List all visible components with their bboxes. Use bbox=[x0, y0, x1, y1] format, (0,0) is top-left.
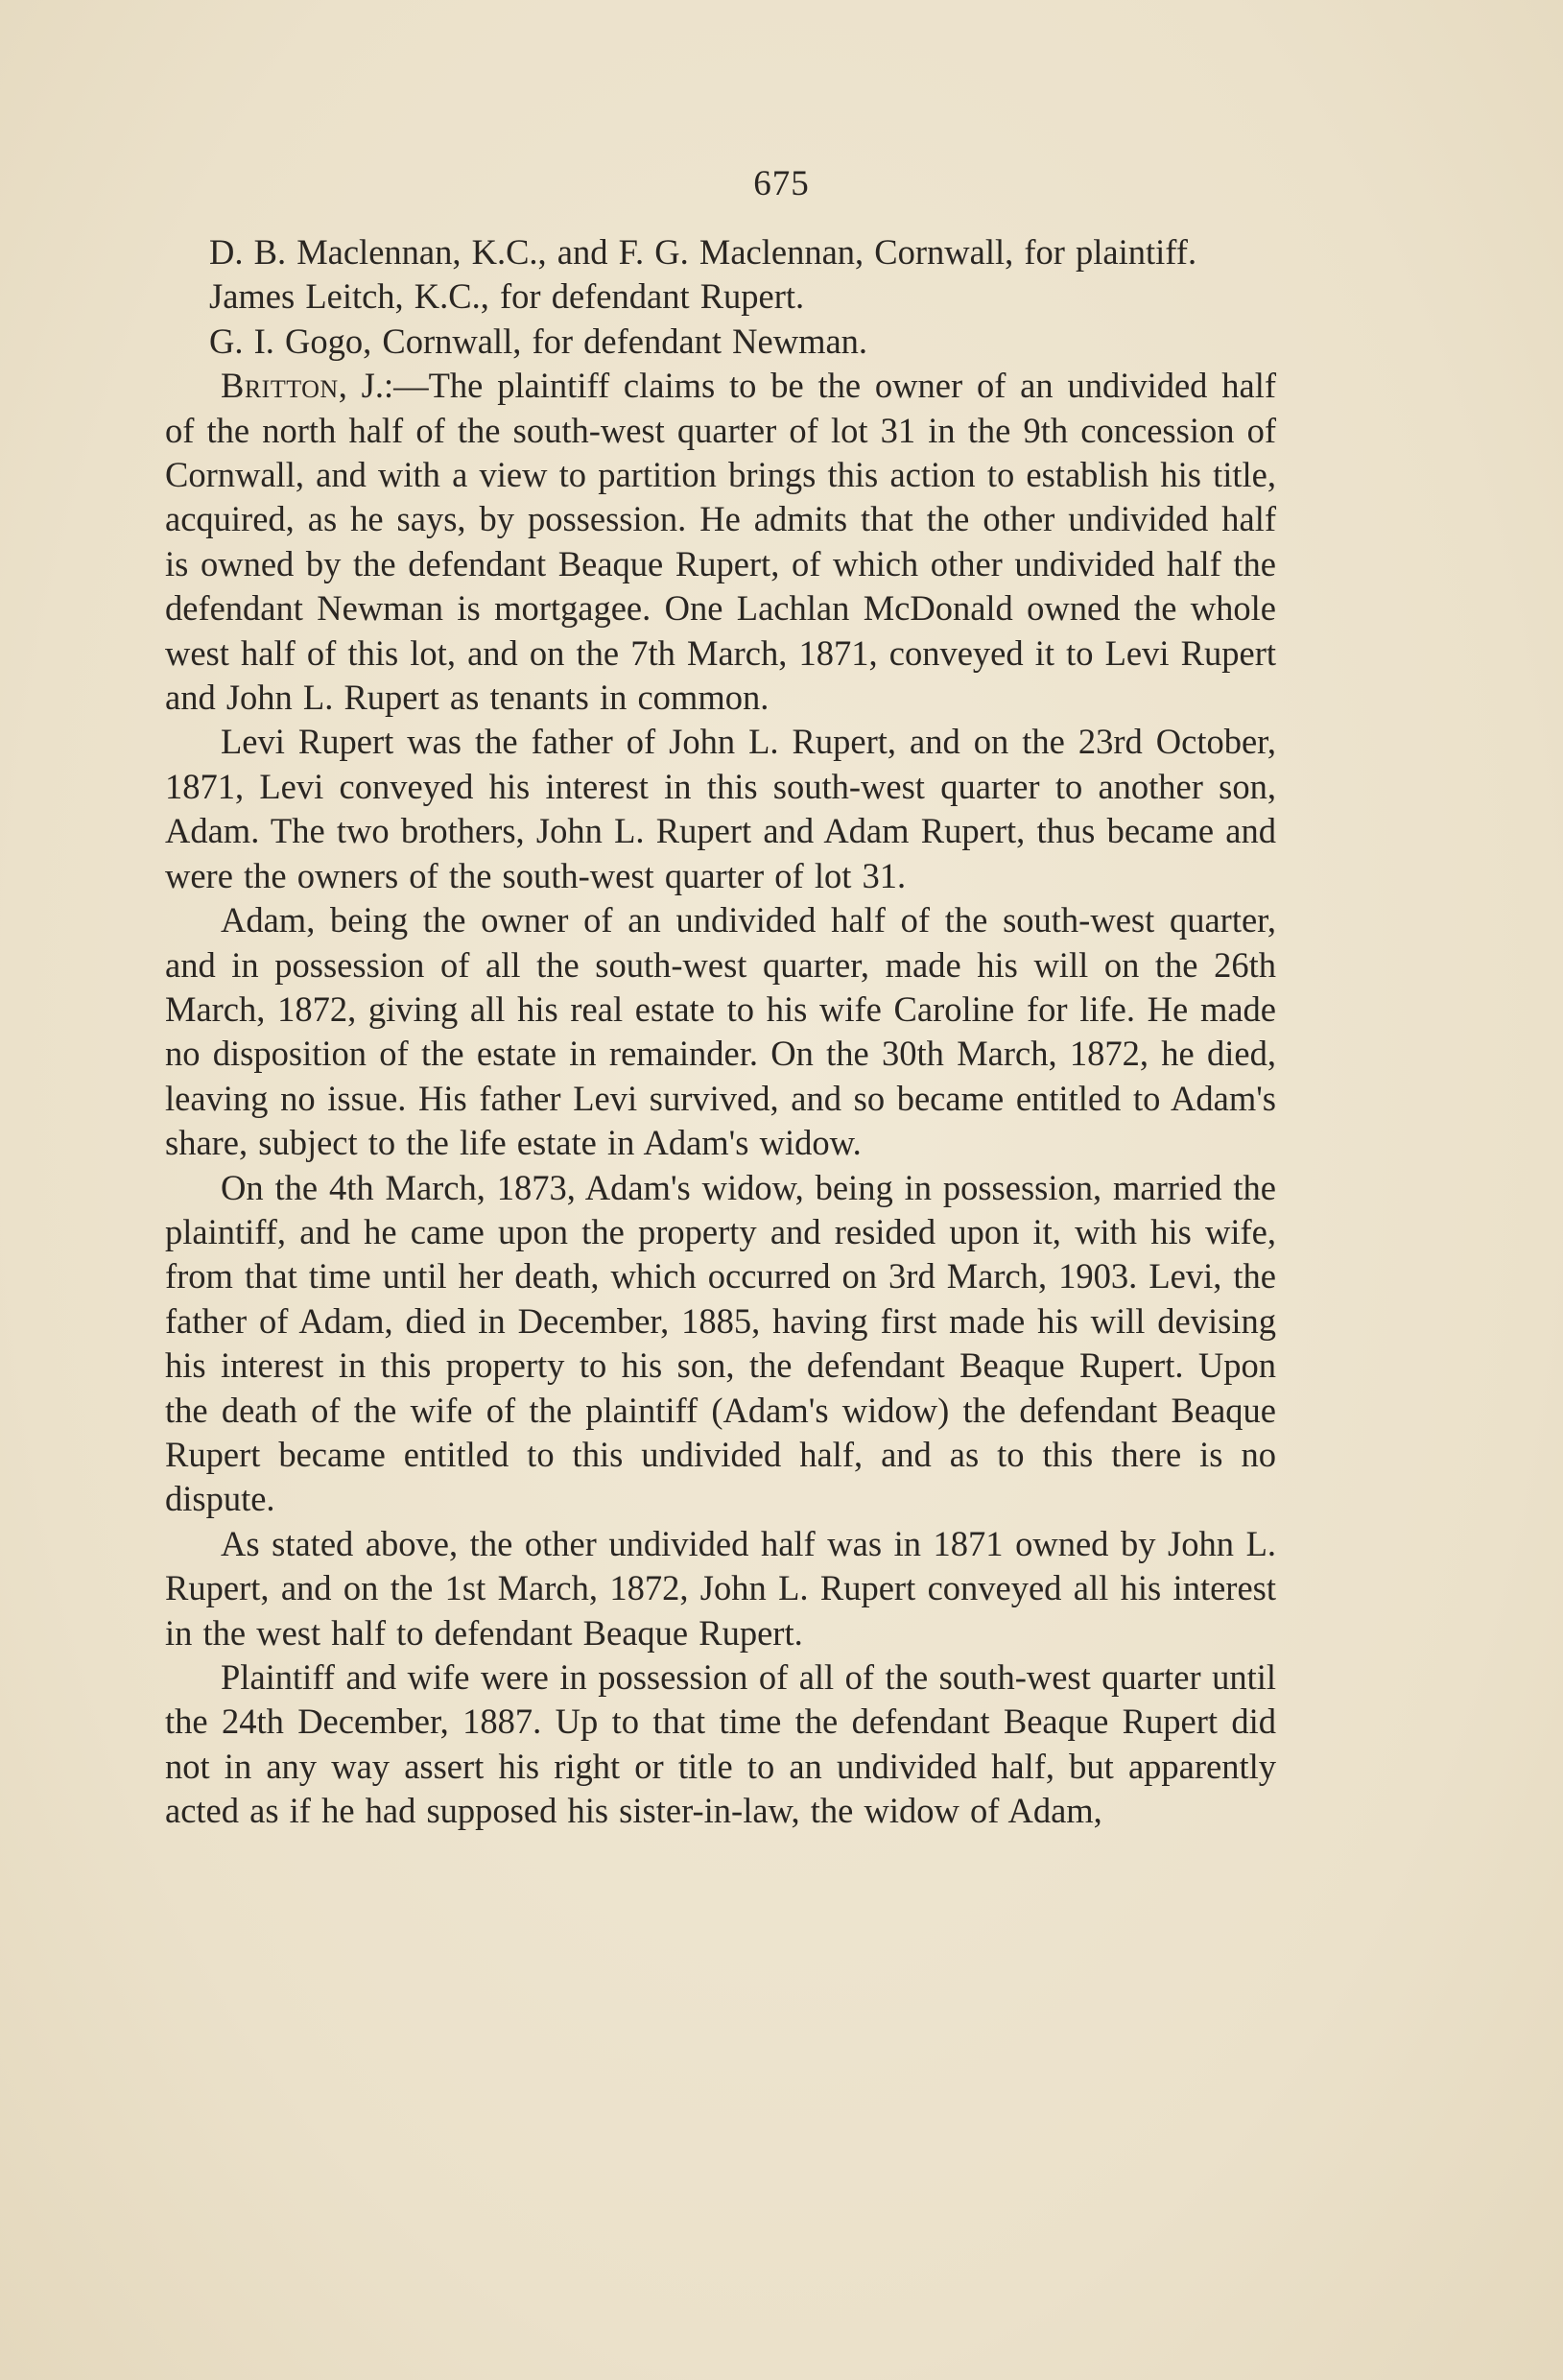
counsel-defendant-rupert: James Leitch, K.C., for defendant Rupert. bbox=[209, 276, 805, 317]
counsel-plaintiff: D. B. Maclennan, K.C., and F. G. Maclennan, Cornwall, for plaintiff. bbox=[209, 232, 1197, 272]
paragraph: As stated above, the other undivided half was in 1871 owned by John L. Rupert, and on the 1st March, 1872, John L. Rupert conveyed all his interest in the west half to defendant Beaque Rupert. bbox=[165, 1523, 1276, 1653]
paragraph: Adam, being the owner of an undivided half of the south-west quarter, and in possession of all the south-west quarter, made his will on the 26th March, 1872, giving all his real estate to his wife Caroline for life. He made no disposition of the estate in remainder. On the 30th March, 1872, he died, leaving no issue. His father Levi survived, and so became entitled to Adam's share, subject to the life estate in Adam's widow. bbox=[165, 900, 1276, 1163]
judge-suffix: , J.:— bbox=[338, 366, 429, 406]
judge-name: Britton bbox=[221, 366, 339, 406]
body-text bbox=[165, 230, 1276, 1834]
paragraph: Levi Rupert was the father of John L. Rupert, and on the 23rd October, 1871, Levi conveyed his interest in this south-west quarter to another son, Adam. The two brothers, John L. Rupert and Adam Rupert, thus became and were the owners of the south-west quarter of lot 31. bbox=[165, 722, 1276, 895]
paragraph: Plaintiff and wife were in possession of all of the south-west quarter until the 24th December, 1887. Up to that time the defendant Beaque Rupert did not in any way assert his right or title to an undivided half, but apparently acted as if he had supposed his sister-in-law, the widow of Adam, bbox=[165, 1657, 1276, 1831]
paragraph: On the 4th March, 1873, Adam's widow, being in possession, married the plaintiff, and he came upon the property and resided upon it, with his wife, from that time until her death, which occurred on 3rd March, 1903. Levi, the father of Adam, died in December, 1885, having first made his will devising his interest in this property to his son, the defendant Beaque Rupert. Upon the death of the wife of the plaintiff (Adam's widow) the defendant Beaque Rupert became entitled to this undivided half, and as to this there is no dispute. bbox=[165, 1167, 1276, 1519]
opening-text: The plaintiff claims to be the owner of an undivided half of the north half of the south-west quarter of lot 31 in the 9th concession of Cornwall, and with a view to partition brings this action to establish his title, acquired, as he says, by possession. He admits that the other undivided half is owned by the defendant Beaque Rupert, of which other undivided half the defendant Newman is mortgagee. One Lachlan McDonald owned the whole west half of this lot, and on the 7th March, 1871, conveyed it to Levi Rupert and John L. Rupert as tenants in common. bbox=[165, 366, 1276, 718]
judgment-opening-paragraph bbox=[165, 364, 1276, 720]
page-number: 675 bbox=[753, 164, 810, 203]
counsel-defendant-newman: G. I. Gogo, Cornwall, for defendant Newman. bbox=[209, 321, 868, 361]
